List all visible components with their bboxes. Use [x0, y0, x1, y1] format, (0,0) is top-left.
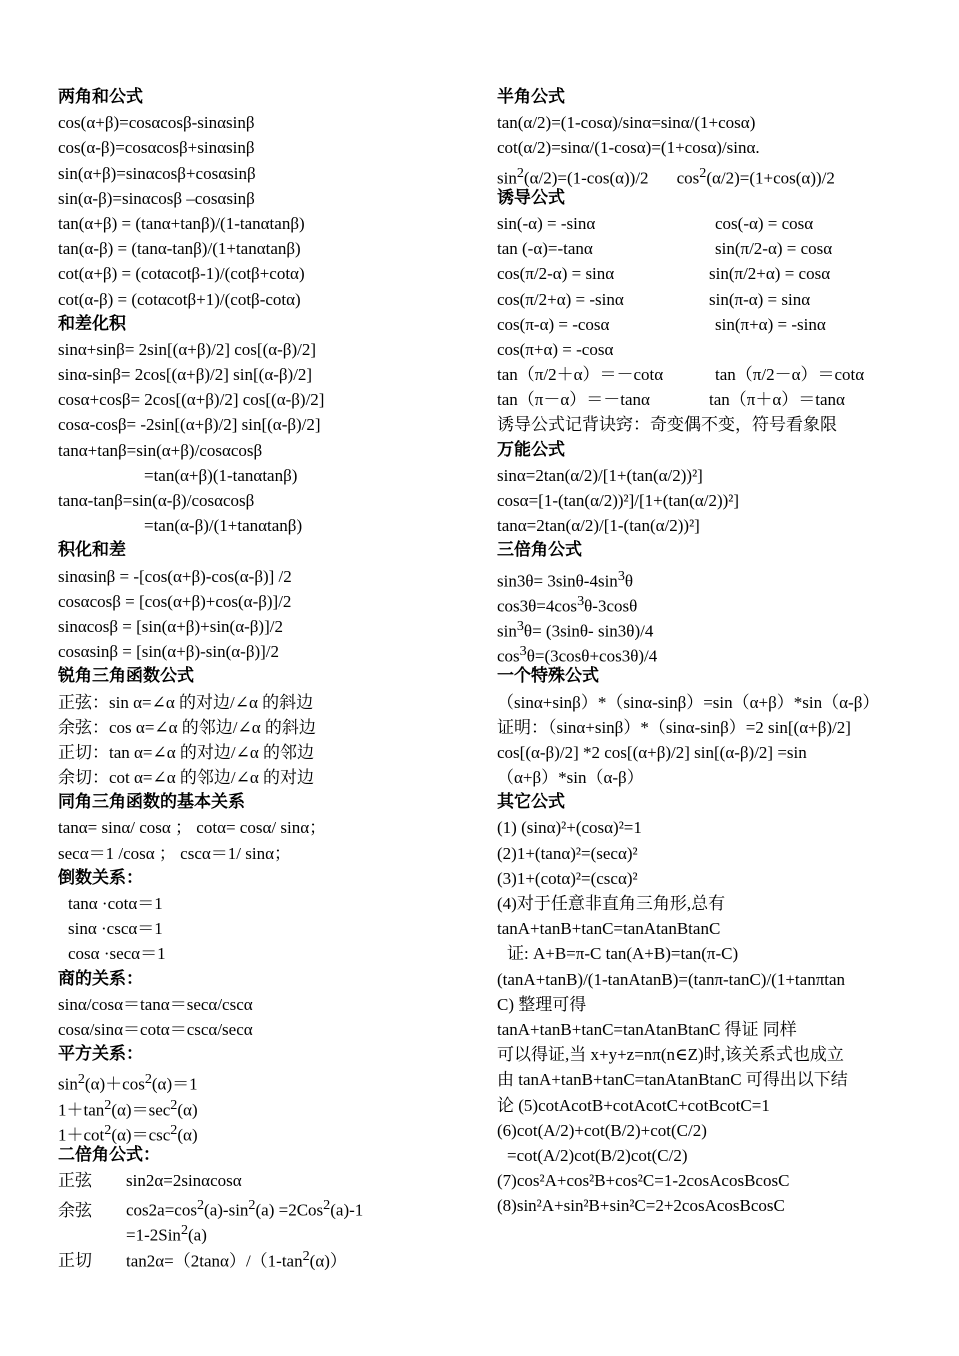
- formula-line: sin(α-β)=sinαcosβ –cosαsinβ: [58, 188, 255, 208]
- section-title-triple: 三倍角公式: [497, 540, 582, 561]
- formula-line: tan(α/2)=(1-cosα)/sinα=sinα/(1+cosα): [497, 113, 756, 133]
- formula-line: cosα=[1-(tan(α/2))²]/[1+(tan(α/2))²]: [497, 491, 740, 510]
- left-column: [58, 85, 478, 1269]
- section-title-basic: 同角三角函数的基本关系: [58, 792, 245, 813]
- formula-line: sinα/cosα＝tanα＝secα/cscα: [58, 994, 253, 1014]
- formula-line: tan（π/2＋α）＝－cotα tan（π/2－α）＝cotα: [497, 365, 865, 385]
- formula-line: cos(α-β)=cosαcosβ+sinαsinβ: [58, 138, 255, 158]
- section-title-double: 二倍角公式：: [58, 1144, 160, 1165]
- formula-line: sinα-sinβ= 2cos[(α+β)/2] sin[(α-β)/2]: [58, 365, 313, 385]
- formula-line: tan (-α)=-tanα sin(π/2-α) = cosα: [497, 239, 833, 259]
- formula-line: (2)1+(tanα)²=(secα)²: [497, 843, 638, 863]
- formula-line: 证: A+B=π-C tan(A+B)=tan(π-C): [507, 944, 739, 964]
- section-title-special: 一个特殊公式: [497, 666, 599, 687]
- mnemonic-tip: 诱导公式记背诀窍：奇变偶不变，符号看象限: [497, 415, 837, 435]
- formula-line: $\sin 3\theta= 3\sin\theta-4\sin^3\theta$: [497, 567, 634, 591]
- formula-line: 证明：（sinα+sinβ）*（sinα-sinβ）=2 sin[(α+β)/2]: [497, 717, 851, 737]
- formula-line: cosα-cosβ= -2sin[(α+β)/2] sin[(α-β)/2]: [58, 415, 321, 435]
- section-title-acute: 锐角三角函数公式: [58, 666, 194, 687]
- formula-line: tanα= sinα/ cosα ； cotα= cosα/ sinα；: [58, 818, 327, 838]
- formula-line: cos(π/2-α) = sinα sin(π/2+α) = cosα: [497, 264, 831, 284]
- formula-line: secα＝1 /cosα ； cscα＝1/ sinα；: [58, 843, 291, 863]
- formula-line: 由 tanA+tanB+tanC=tanAtanBtanC 可得出以下结: [497, 1070, 848, 1090]
- formula-line: tanα ·cotα＝1: [68, 894, 163, 913]
- formula-line: $\sin^3\theta= (3\sin\theta-$ sin3θ)/4: [497, 617, 654, 641]
- right-column: [497, 85, 917, 1218]
- section-title-product: 积化和差: [58, 540, 126, 561]
- formula-line: 正弦 sin2α=2sinαcosα: [58, 1168, 478, 1193]
- formula-line: sinα ·cscα＝1: [68, 919, 163, 939]
- formula-line: cos(π+α) = -cosα: [497, 339, 614, 359]
- formula-line: C) 整理可得: [497, 994, 587, 1014]
- formula-line: cosα+cosβ= 2cos[(α+β)/2] cos[(α-β)/2]: [58, 390, 325, 410]
- formula-line: $\sin^2(\alpha)+\cos^2(\alpha)=1$: [58, 1071, 198, 1094]
- formula-line: cosαcosβ = [cos(α+β)+cos(α-β)]/2: [58, 591, 292, 611]
- section-title-square: 平方关系：: [58, 1044, 143, 1065]
- formula-line: cot(α/2)=sinα/(1-cosα)=(1+cosα)/sinα.: [497, 138, 760, 158]
- formula-line: sinαsinβ = -[cos(α+β)-cos(α-β)] /2: [58, 566, 292, 586]
- formula-line: tanA+tanB+tanC=tanAtanBtanC: [497, 919, 721, 939]
- formula-line: $1+\cot^2(\alpha)=\csc^2(\alpha)$: [58, 1121, 198, 1145]
- formula-line: cot(α-β) = (cotαcotβ+1)/(cotβ-cotα): [58, 289, 301, 309]
- formula-line: $1+\tan^2(\alpha)=\sec^2(\alpha)$: [58, 1096, 198, 1120]
- formula-line: cot(α+β) = (cotαcotβ-1)/(cotβ+cotα): [58, 264, 305, 284]
- row-label: 余弦: [58, 1200, 92, 1220]
- section-title-quotient: 商的关系：: [58, 968, 143, 989]
- formula-line: (tanA+tanB)/(1-tanAtanB)=(tanπ-tanC)/(1+tanπtan: [497, 969, 846, 989]
- formula-line: (7)cos²A+cos²B+cos²C=1-2cosAcosBcosC: [497, 1171, 790, 1191]
- formula-line: 可以得证,当 x+y+z=nπ(n∈Z)时,该关系式也成立: [497, 1045, 844, 1065]
- formula-line: (4)对于任意非直角三角形,总有: [497, 894, 726, 913]
- formula-line: 余弦：cos α=∠α 的邻边/∠α 的斜边: [58, 717, 316, 737]
- formula-line: sinα=2tan(α/2)/[1+(tan(α/2))²]: [497, 465, 703, 485]
- formula-line: tanα+tanβ=sin(α+β)/cosαcosβ: [58, 440, 263, 460]
- formula-line: =1-2Sin$^2$(a): [126, 1222, 207, 1246]
- formula-line: 论 (5)cotAcotB+cotAcotC+cotBcotC=1: [497, 1095, 770, 1115]
- formula-line: 正切：tan α=∠α 的对边/∠α 的邻边: [58, 742, 315, 762]
- formula-line: tanα-tanβ=sin(α-β)/cosαcosβ: [58, 491, 255, 510]
- formula-line: （sinα+sinβ）*（sinα-sinβ）=sin（α+β）*sin（α-β）: [497, 692, 880, 712]
- formula-line: =cot(A/2)cot(B/2)cot(C/2): [507, 1145, 688, 1165]
- section-title-sumdiff: 和差化积: [58, 313, 126, 334]
- formula-line: (3)1+(cotα)²=(cscα)²: [497, 868, 638, 888]
- formula-line: sinα+sinβ= 2sin[(α+β)/2] cos[(α-β)/2]: [58, 339, 317, 359]
- formula-line: sinαcosβ = [sin(α+β)+sin(α-β)]/2: [58, 616, 283, 636]
- formula-line: （α+β）*sin（α-β）: [497, 768, 644, 788]
- formula-line: tan(α-β) = (tanα-tanβ)/(1+tanαtanβ): [58, 239, 301, 259]
- formula-line: cosαsinβ = [sin(α+β)-sin(α-β)]/2: [58, 642, 280, 662]
- formula-line: tan(α+β) = (tanα+tanβ)/(1-tanαtanβ): [58, 213, 305, 233]
- formula-line: cosα ·secα＝1: [68, 944, 166, 964]
- formula-line: 正切 $\tan 2\alpha=(2\tan\alpha)/(1-\tan^2(\alpha))$: [58, 1244, 478, 1269]
- formula-line: 正弦：sin α=∠α 的对边/∠α 的斜边: [58, 692, 314, 712]
- formula-line: 余弦 $\cos 2a=\cos^2(a)-\sin^2(a) =2Cos^2(a)-1$: [58, 1193, 478, 1218]
- formula-line: 余切：cot α=∠α 的邻边/∠α 的对边: [58, 768, 315, 788]
- section-title-other: 其它公式: [497, 792, 565, 813]
- formula-line: tan（π－α）＝－tanα tan（π＋α）＝tanα: [497, 390, 845, 410]
- formula-line: sin(-α) = -sinα cos(-α) = cosα: [497, 213, 814, 233]
- formula-line: $\cos^3\theta=(3\cos\theta+\cos 3\theta)/4$: [497, 643, 658, 666]
- formula-line: tanA+tanB+tanC=tanAtanBtanC 得证 同样: [497, 1019, 797, 1039]
- formula-line: cosα/sinα＝cotα＝cscα/secα: [58, 1019, 253, 1039]
- formula-line: tanα=2tan(α/2)/[1-(tan(α/2))²]: [497, 516, 700, 536]
- section-title-half: 半角公式: [497, 87, 565, 107]
- formula-line: $\sin^2(\alpha/2)=(1-\cos(\alpha))/2$ $\cos^2(\alpha/2)=(1+\cos(\alpha))/2$: [497, 164, 835, 188]
- formula-line: =tan(α+β)(1-tanαtanβ): [144, 465, 298, 485]
- section-title-universal: 万能公式: [497, 439, 565, 460]
- formula-line: (1) (sinα)²+(cosα)²=1: [497, 818, 642, 838]
- section-title-reciprocal: 倒数关系：: [58, 867, 143, 888]
- formula-line: cos[(α-β)/2] *2 cos[(α+β)/2] sin[(α-β)/2] =sin: [497, 742, 807, 762]
- formula-line: $\cos 3\theta=4\cos^3\theta-3\cos\theta$: [497, 592, 638, 616]
- formula-line: (6)cot(A/2)+cot(B/2)+cot(C/2): [497, 1120, 707, 1140]
- row-label: 正弦: [58, 1171, 92, 1191]
- formula-line: cos(α+β)=cosαcosβ-sinαsinβ: [58, 113, 255, 133]
- formula-line: sin(α+β)=sinαcosβ+cosαsinβ: [58, 163, 256, 183]
- formula-line: cos(π/2+α) = -sinα sin(π-α) = sinα: [497, 289, 811, 309]
- formula-line: =tan(α-β)/(1+tanαtanβ): [144, 516, 303, 536]
- section-title-induction: 诱导公式: [497, 187, 565, 208]
- section-title-sum: 两角和公式: [58, 87, 143, 107]
- formula-line: cos(π-α) = -cosα sin(π+α) = -sinα: [497, 314, 826, 334]
- formula-line: (8)sin²A+sin²B+sin²C=2+2cosAcosBcosC: [497, 1196, 785, 1216]
- row-label: 正切: [58, 1251, 92, 1271]
